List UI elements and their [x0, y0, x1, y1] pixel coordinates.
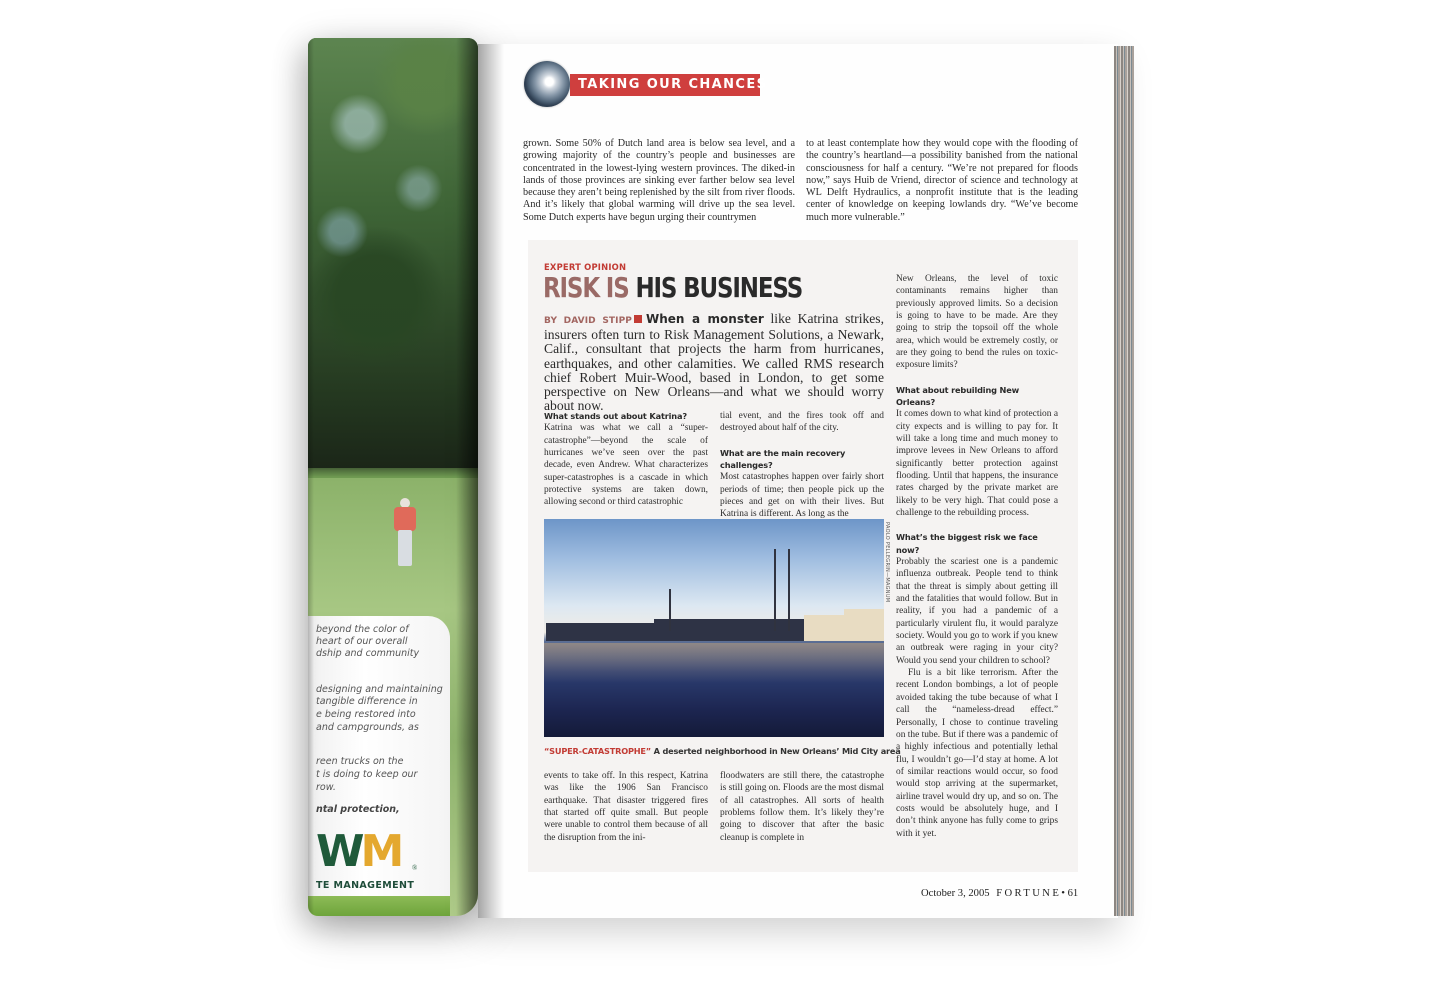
question-4: What’s the biggest risk we face now?	[896, 532, 1038, 555]
column-a-top	[544, 410, 708, 509]
ad-line: t is doing to keep our	[316, 769, 418, 780]
golfer-figure	[394, 498, 416, 568]
page-number: 61	[1067, 888, 1079, 899]
issue-date: October 3, 2005	[921, 888, 990, 899]
ad-line: reen trucks on the	[316, 756, 404, 767]
hurricane-globe-icon	[524, 61, 570, 107]
caption-text: A deserted neighborhood in New Orleans’ Mid City area	[653, 746, 901, 756]
ad-line: and campgrounds, as	[316, 722, 419, 733]
wm-logo-name: TE MANAGEMENT	[316, 880, 415, 891]
ad-line: tangible difference in	[316, 696, 418, 707]
flood-photo	[544, 519, 884, 737]
section-tag: TAKING OUR CHANCES	[570, 74, 760, 96]
ad-line: e being restored into	[316, 709, 416, 720]
question-1: What stands out about Katrina?	[544, 411, 687, 421]
answer-3: It comes down to what kind of protection a city expects and is willing to pay for. It will take a long time and much money to improve levees in New Orleans to afford significantly better protection against flooding. Until that happens, the insurance rates charged by the private market are likely to be very high. That could pose a challenge to the rebuilding process.	[896, 409, 1058, 519]
rolled-ad-page	[308, 38, 478, 916]
kicker: EXPERT OPINION	[544, 262, 627, 272]
headline-part-1: RISK IS	[543, 271, 629, 304]
ad-line: heart of our overall	[316, 636, 408, 647]
column-a-bottom: events to take off. In this respect, Katrina was like the 1906 San Francisco earthquake. That disaster triggered fires that started off quite small. But people were unable to control them because of all the disruption from the ini-	[544, 771, 708, 843]
magazine-name: FORTUNE	[996, 888, 1062, 899]
answer-4-p1: Probably the scariest one is a pandemic influenza outbreak. People tend to think that the threat is simply about getting ill and the fatalities that would follow. But in reality, if you had a pandemic of a particularly virulent flu, it would paralyze society. Would you go to work if you knew an outbreak were raging in your city? Would you send your children to school?	[896, 557, 1058, 666]
byline: BY DAVID STIPP	[544, 316, 632, 326]
column-b-top	[720, 410, 884, 521]
answer-4-p2: Flu is a bit like terrorism. After the recent London bombings, a lot of people avoided taking the tube because of what I call the “nameless-dread effect.” Personally, I chose to continue traveling on the tube. But if there was a pandemic of a highly infectious and potentially lethal flu, I wouldn’t go—I’d stay at home. A lot of similar reactions would occur, so food would stop arriving at the supermarket, airline travel would dry up, and so on. The costs would be absolutely huge, and I don’t think anyone has fully come to grips with it yet.	[896, 668, 1058, 839]
folio-separator: •	[1061, 888, 1065, 899]
photo-credit-text: PAOLO PELLEGRIN—MAGNUM	[884, 522, 890, 603]
ad-line: dship and community	[316, 648, 420, 659]
ad-line: beyond the color of	[316, 624, 409, 635]
caption-label: “SUPER-CATASTROPHE”	[544, 746, 651, 756]
wm-logo-letter: W	[316, 826, 361, 877]
photo-credit	[881, 522, 891, 603]
waste-management-logo	[308, 828, 450, 898]
tree-canopy-photo	[308, 38, 478, 468]
photo-caption	[544, 746, 901, 756]
grass-strip	[308, 896, 450, 916]
intro-column-2: to at least contemplate how they would cope with the flooding of the country’s heartland—a possibility banished from the national consciousness for half a century. “We’re not prepared for floods now,” says Huib de Vriend, director of science and technology at WL Delft Hydraulics, a nonprofit institute that is the leading center of knowledge on keeping lowlands dry. “We’ve become much more vulnerable.”	[806, 138, 1078, 223]
ad-line: row.	[316, 782, 336, 793]
answer-1-continued: tial event, and the fires took off and destroyed about half of the city.	[720, 411, 884, 434]
registered-mark: ®	[412, 864, 418, 872]
question-3: What about rebuilding New Orleans?	[896, 384, 1020, 408]
lead-in: When a monster	[645, 312, 764, 326]
answer-2-top: Most catastrophes happen over fairly short periods of time; then people pick up the pieces and get on with their lives. But Katrina is different. As long as the	[720, 472, 884, 520]
bullet-square-icon	[634, 315, 642, 323]
column-c	[896, 273, 1058, 840]
answer-2-continued: New Orleans, the level of toxic contaminants remains higher than previously approved limits. So a decision is going to have to be made. Are they going to strip the topsoil off the whole area, which would be extremely costly, or are they going to bend the rules on toxic-exposure limits?	[896, 274, 1058, 371]
answer-1-top: Katrina was what we call a “super-catastrophe”—beyond the scale of hurricanes we’ve seen over the past decade, even Andrew. What characterizes super-catastrophes is a cascade in which protective systems are taken down, allowing second or third catastrophic	[544, 423, 708, 508]
headline-part-2: HIS BUSINESS	[635, 271, 803, 304]
page-folio	[921, 888, 1078, 899]
page-gutter-shadow	[478, 44, 504, 918]
headline	[543, 270, 802, 306]
deck-paragraph	[544, 312, 884, 413]
wm-logo-letter: M	[360, 826, 401, 877]
wm-logo-mark	[316, 828, 400, 876]
question-2: What are the main recovery challenges?	[720, 447, 846, 470]
column-b-bottom: floodwaters are still there, the catastrophe is still going on. Floods are the most dismal of all catastrophes. All sorts of health problems follow them. It’s likely they’re going to discover that after the basic cleanup is complete in	[720, 771, 884, 843]
ad-line: designing and maintaining	[316, 684, 443, 695]
deck-text: like Katrina strikes, insurers often turn to Risk Management Solutions, a Newark, Calif., consultant that projects the harm from hurricanes, earthquakes, and other calamities. We called RMS research chief Robert Muir-Wood, based in London, to get some perspective on New Orleans—and what we should worry about now.	[544, 311, 884, 414]
page-stack-edge	[1114, 46, 1134, 916]
intro-column-1: grown. Some 50% of Dutch land area is below sea level, and a growing majority of the country’s people and businesses are concentrated in the lowest-lying western provinces. The diked-in lands of those provinces are sinking ever farther below sea level because they aren’t being replenished by the silt from river floods. And it’s likely that global warming will drive up the sea level. Some Dutch experts have begun urging their countrymen	[523, 138, 795, 223]
ad-closing-line: ntal protection,	[316, 804, 400, 815]
